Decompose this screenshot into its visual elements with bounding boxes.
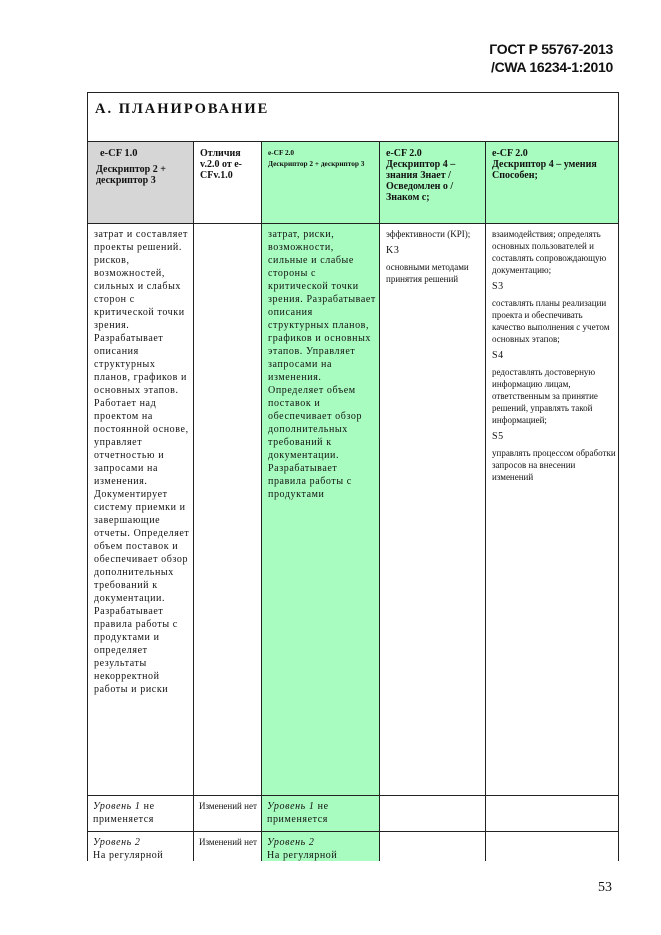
- level-label: Уровень 2: [267, 837, 315, 848]
- column-header-sub: Дескриптор 4 – умения Способен;: [492, 159, 597, 181]
- body-text: затрат и составляет проекты решений. рисков, возможностей, сильных и слабых сторон с критической точки зрения. Разрабатывает описания структурных планов, графиков и основных этапов. Работает над проектом на постоянной основе, управляет отчетностью и запросами на изменения. Документирует систему приемки и завершающие отчеты. Определяет объем поставок и обеспечивает обзор дополнительных требований к документации. Разрабатывает правила работы с продуктами и определяет результаты некорректной работы и риски: [94, 229, 190, 695]
- page-number: 53: [598, 880, 612, 895]
- body-cell-skills: [486, 224, 619, 796]
- column-header-title: e-CF 2.0: [268, 148, 295, 157]
- column-header-ecf1: [88, 142, 194, 224]
- knowledge-code: K3: [386, 245, 400, 256]
- body-cell-differences: [194, 224, 262, 796]
- skill-code: S4: [492, 350, 504, 361]
- column-header-sub: Дескриптор 4 – знания Знает / Осведомлен о / Знаком с;: [386, 159, 456, 203]
- skill-text: редоставлять достоверную информацию лицам, ответственным за принятие решений, управлять такой информацией;: [492, 367, 598, 425]
- skill-text: взаимодействия; определять основных пользователей и составлять сопровождающую документацию;: [492, 229, 607, 275]
- skill-text: составлять планы реализации проекта и обеспечивать качество выполнения с учетом основных этапов;: [492, 298, 610, 344]
- column-header-title: e-CF 2.0: [386, 148, 422, 159]
- skill-code: S3: [492, 281, 504, 292]
- standard-code-cwa: /CWA 16234-1:2010: [490, 59, 613, 75]
- body-cell-ecf2: [262, 224, 380, 796]
- standard-code: ГОСТ Р 55767-2013: [489, 41, 613, 57]
- column-header-title: e-CF 1.0: [100, 148, 138, 159]
- level2-cell-differences: Изменений нет: [194, 832, 262, 880]
- level1-cell-knowledge: [380, 796, 486, 832]
- competence-table: [87, 92, 619, 880]
- section-title: А. ПЛАНИРОВАНИЕ: [88, 93, 619, 142]
- level1-cell-ecf2: [262, 796, 380, 832]
- page-bottom-margin: [80, 861, 625, 935]
- body-cell-knowledge: [380, 224, 486, 796]
- column-header-ecf2-knowledge: [380, 142, 486, 224]
- column-header-differences: [194, 142, 262, 224]
- knowledge-text: эффективности (KPI);: [386, 229, 471, 239]
- level-label: Уровень 1: [267, 801, 315, 812]
- level-text: На регулярной: [93, 850, 164, 861]
- standard-header: [489, 40, 613, 76]
- skill-code: S5: [492, 431, 504, 442]
- level1-cell-differences: Изменений нет: [194, 796, 262, 832]
- header-row: [88, 142, 619, 224]
- column-header-title: Отличия v.2.0 от e-CFv.1.0: [200, 148, 242, 181]
- level1-cell-skills: [486, 796, 619, 832]
- level-label: Уровень 2: [93, 837, 141, 848]
- body-text: затрат, риски, возможности, сильные и слабые стороны с критической точки зрения. Разрабатывает описания структурных планов, графиков и основных этапов. Управляет запросами на изменения. Определяет объем поставок и обеспечивает обзор дополнительных требований к документации. Разрабатывает правила работы с продуктами: [268, 229, 376, 500]
- column-header-sub: Дескриптор 2 + дескриптор 3: [96, 164, 166, 186]
- knowledge-text: основными методами принятия решений: [386, 262, 469, 284]
- level-label: Уровень 1: [93, 801, 141, 812]
- level1-cell-ecf1: [88, 796, 194, 832]
- body-row: [88, 224, 619, 796]
- level1-row: [88, 796, 619, 832]
- column-header-sub: Дескриптор 2 + дескриптор 3: [268, 159, 365, 168]
- level-text: не применяется: [93, 801, 155, 825]
- skill-text: управлять процессом обработки запросов на внесении изменений: [492, 448, 616, 482]
- level-text: На регулярной: [267, 850, 338, 861]
- section-row: [88, 93, 619, 142]
- column-header-ecf2-descriptors: [262, 142, 380, 224]
- column-header-ecf2-skills: [486, 142, 619, 224]
- body-cell-ecf1: [88, 224, 194, 796]
- column-header-title: e-CF 2.0: [492, 148, 528, 159]
- level-text: не применяется: [267, 801, 329, 825]
